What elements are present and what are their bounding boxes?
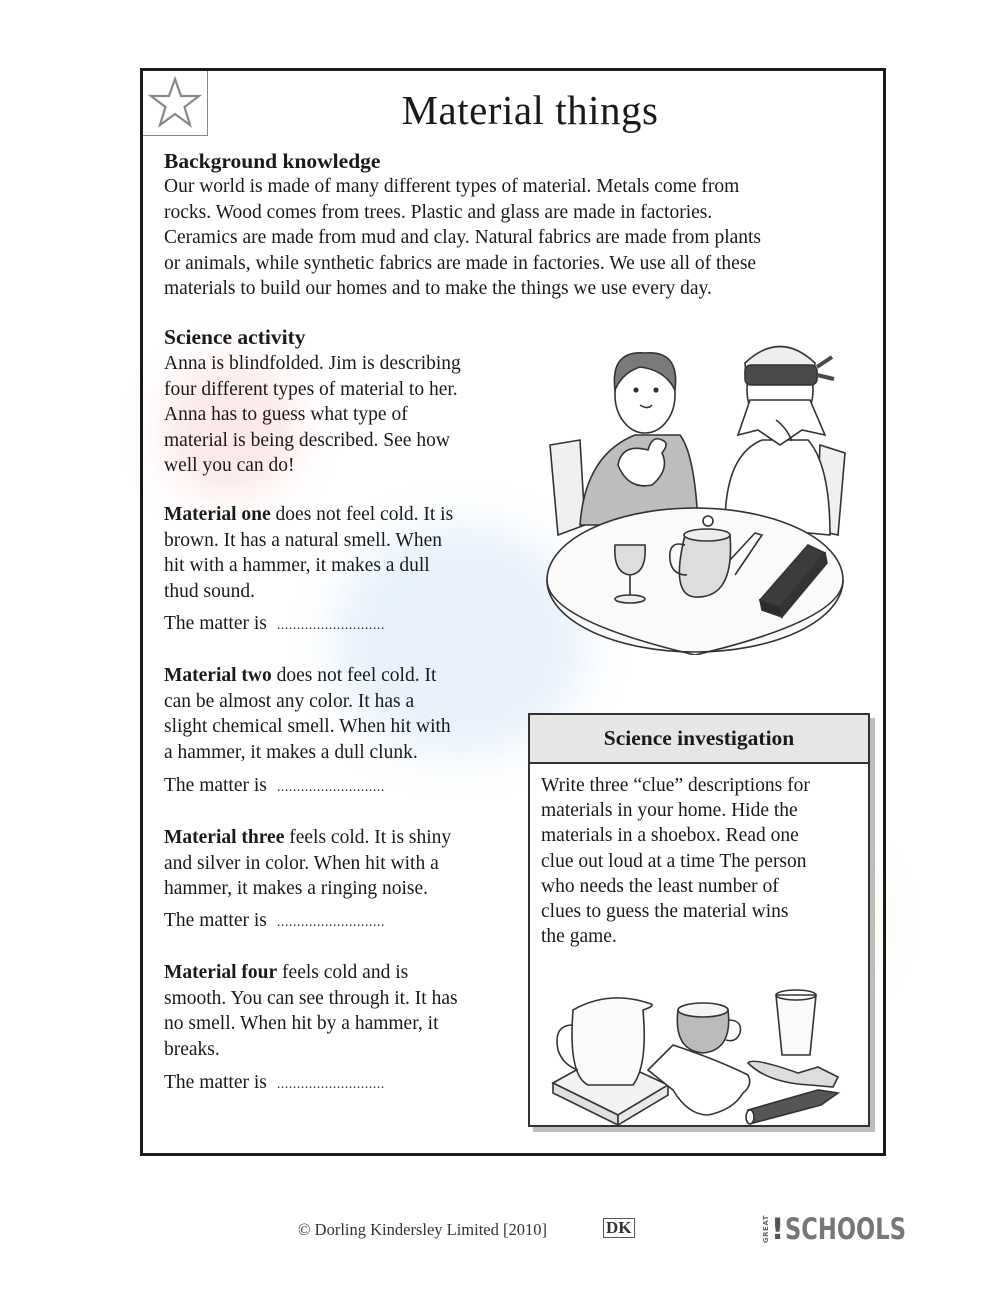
text-line: slight chemical smell. When hit with bbox=[164, 716, 451, 738]
text-line: feels cold and is bbox=[277, 962, 409, 983]
material-one bbox=[164, 502, 524, 604]
activity-heading: Science activity bbox=[164, 325, 306, 349]
material-name: Material one bbox=[164, 504, 271, 525]
text-line: Ceramics are made from mud and clay. Natural fabrics are made from plants bbox=[164, 227, 762, 249]
background-heading: Background knowledge bbox=[164, 149, 381, 173]
text-line: smooth. You can see through it. It has bbox=[164, 987, 458, 1009]
text-line: materials in your home. Hide the bbox=[541, 800, 798, 822]
text-line: Anna is blindfolded. Jim is describing bbox=[164, 353, 461, 374]
greatschools-logo bbox=[762, 1212, 940, 1246]
text-line: Our world is made of many different types of material. Metals come from bbox=[164, 176, 740, 197]
text-line: Anna has to guess what type of bbox=[164, 404, 408, 426]
answer-line-two[interactable] bbox=[164, 775, 385, 797]
answer-line-one[interactable] bbox=[164, 613, 385, 635]
text-line: or animals, while synthetic fabrics are made in factories. We use all of these bbox=[164, 252, 757, 274]
logo-bang: ! bbox=[771, 1212, 785, 1246]
household-objects-icon bbox=[548, 965, 848, 1125]
text-line: material is being described. See how bbox=[164, 429, 450, 451]
text-line: four different types of material to her. bbox=[164, 378, 458, 400]
investigation-box bbox=[528, 713, 870, 1127]
investigation-heading: Science investigation bbox=[530, 715, 868, 764]
text-line: and silver in color. When hit with a bbox=[164, 852, 439, 874]
text-line: brown. It has a natural smell. When bbox=[164, 529, 442, 551]
material-name: Material four bbox=[164, 962, 278, 983]
logo-schools-text: SCHOOLS bbox=[785, 1212, 907, 1246]
text-line: does not feel cold. It bbox=[271, 665, 437, 686]
star-badge bbox=[143, 71, 208, 136]
text-line: hammer, it makes a ringing noise. bbox=[164, 878, 429, 900]
text-line: no smell. When hit by a hammer, it bbox=[164, 1013, 439, 1035]
material-name: Material two bbox=[164, 665, 272, 686]
text-line: hit with a hammer, it makes a dull bbox=[164, 555, 430, 577]
text-line: the game. bbox=[541, 926, 617, 948]
text-line: Write three “clue” descriptions for bbox=[541, 775, 810, 796]
material-three bbox=[164, 825, 524, 902]
text-line: feels cold. It is shiny bbox=[284, 827, 452, 848]
text-line: clue out loud at a time The person bbox=[541, 850, 807, 872]
answer-label: The matter is bbox=[164, 1072, 267, 1093]
answer-label: The matter is bbox=[164, 775, 267, 796]
text-line: rocks. Wood comes from trees. Plastic and glass are made in factories. bbox=[164, 201, 713, 223]
answer-line-three[interactable] bbox=[164, 910, 385, 932]
children-table-icon bbox=[540, 335, 850, 655]
text-line: materials in a shoebox. Read one bbox=[541, 825, 799, 847]
text-line: clues to guess the material wins bbox=[541, 901, 789, 923]
answer-blank[interactable]: ........................... bbox=[276, 618, 385, 633]
activity-intro bbox=[164, 351, 524, 479]
text-line: does not feel cold. It is bbox=[270, 504, 454, 525]
answer-label: The matter is bbox=[164, 910, 267, 931]
copyright-text: © Dorling Kindersley Limited [2010] bbox=[298, 1220, 547, 1239]
household-objects-illustration bbox=[548, 965, 848, 1130]
material-four bbox=[164, 960, 524, 1062]
background-text bbox=[164, 174, 864, 302]
text-line: materials to build our homes and to make the things we use every day. bbox=[164, 278, 712, 300]
answer-blank[interactable]: ........................... bbox=[276, 1077, 385, 1092]
star-icon bbox=[147, 75, 203, 131]
answer-label: The matter is bbox=[164, 613, 267, 634]
text-line: thud sound. bbox=[164, 580, 256, 602]
text-line: who needs the least number of bbox=[541, 875, 779, 897]
material-name: Material three bbox=[164, 827, 285, 848]
investigation-text bbox=[541, 773, 861, 949]
text-line: well you can do! bbox=[164, 455, 295, 477]
page-title: Material things bbox=[401, 87, 659, 133]
text-line: breaks. bbox=[164, 1038, 220, 1060]
answer-blank[interactable]: ........................... bbox=[276, 780, 385, 795]
text-line: can be almost any color. It has a bbox=[164, 690, 415, 712]
text-line: a hammer, it makes a dull clunk. bbox=[164, 741, 418, 763]
answer-blank[interactable]: ........................... bbox=[276, 915, 385, 930]
answer-line-four[interactable] bbox=[164, 1072, 385, 1094]
children-table-illustration bbox=[540, 335, 850, 660]
dk-logo: DK bbox=[603, 1218, 635, 1238]
logo-great-text: GREAT bbox=[762, 1214, 770, 1244]
material-two bbox=[164, 663, 524, 765]
